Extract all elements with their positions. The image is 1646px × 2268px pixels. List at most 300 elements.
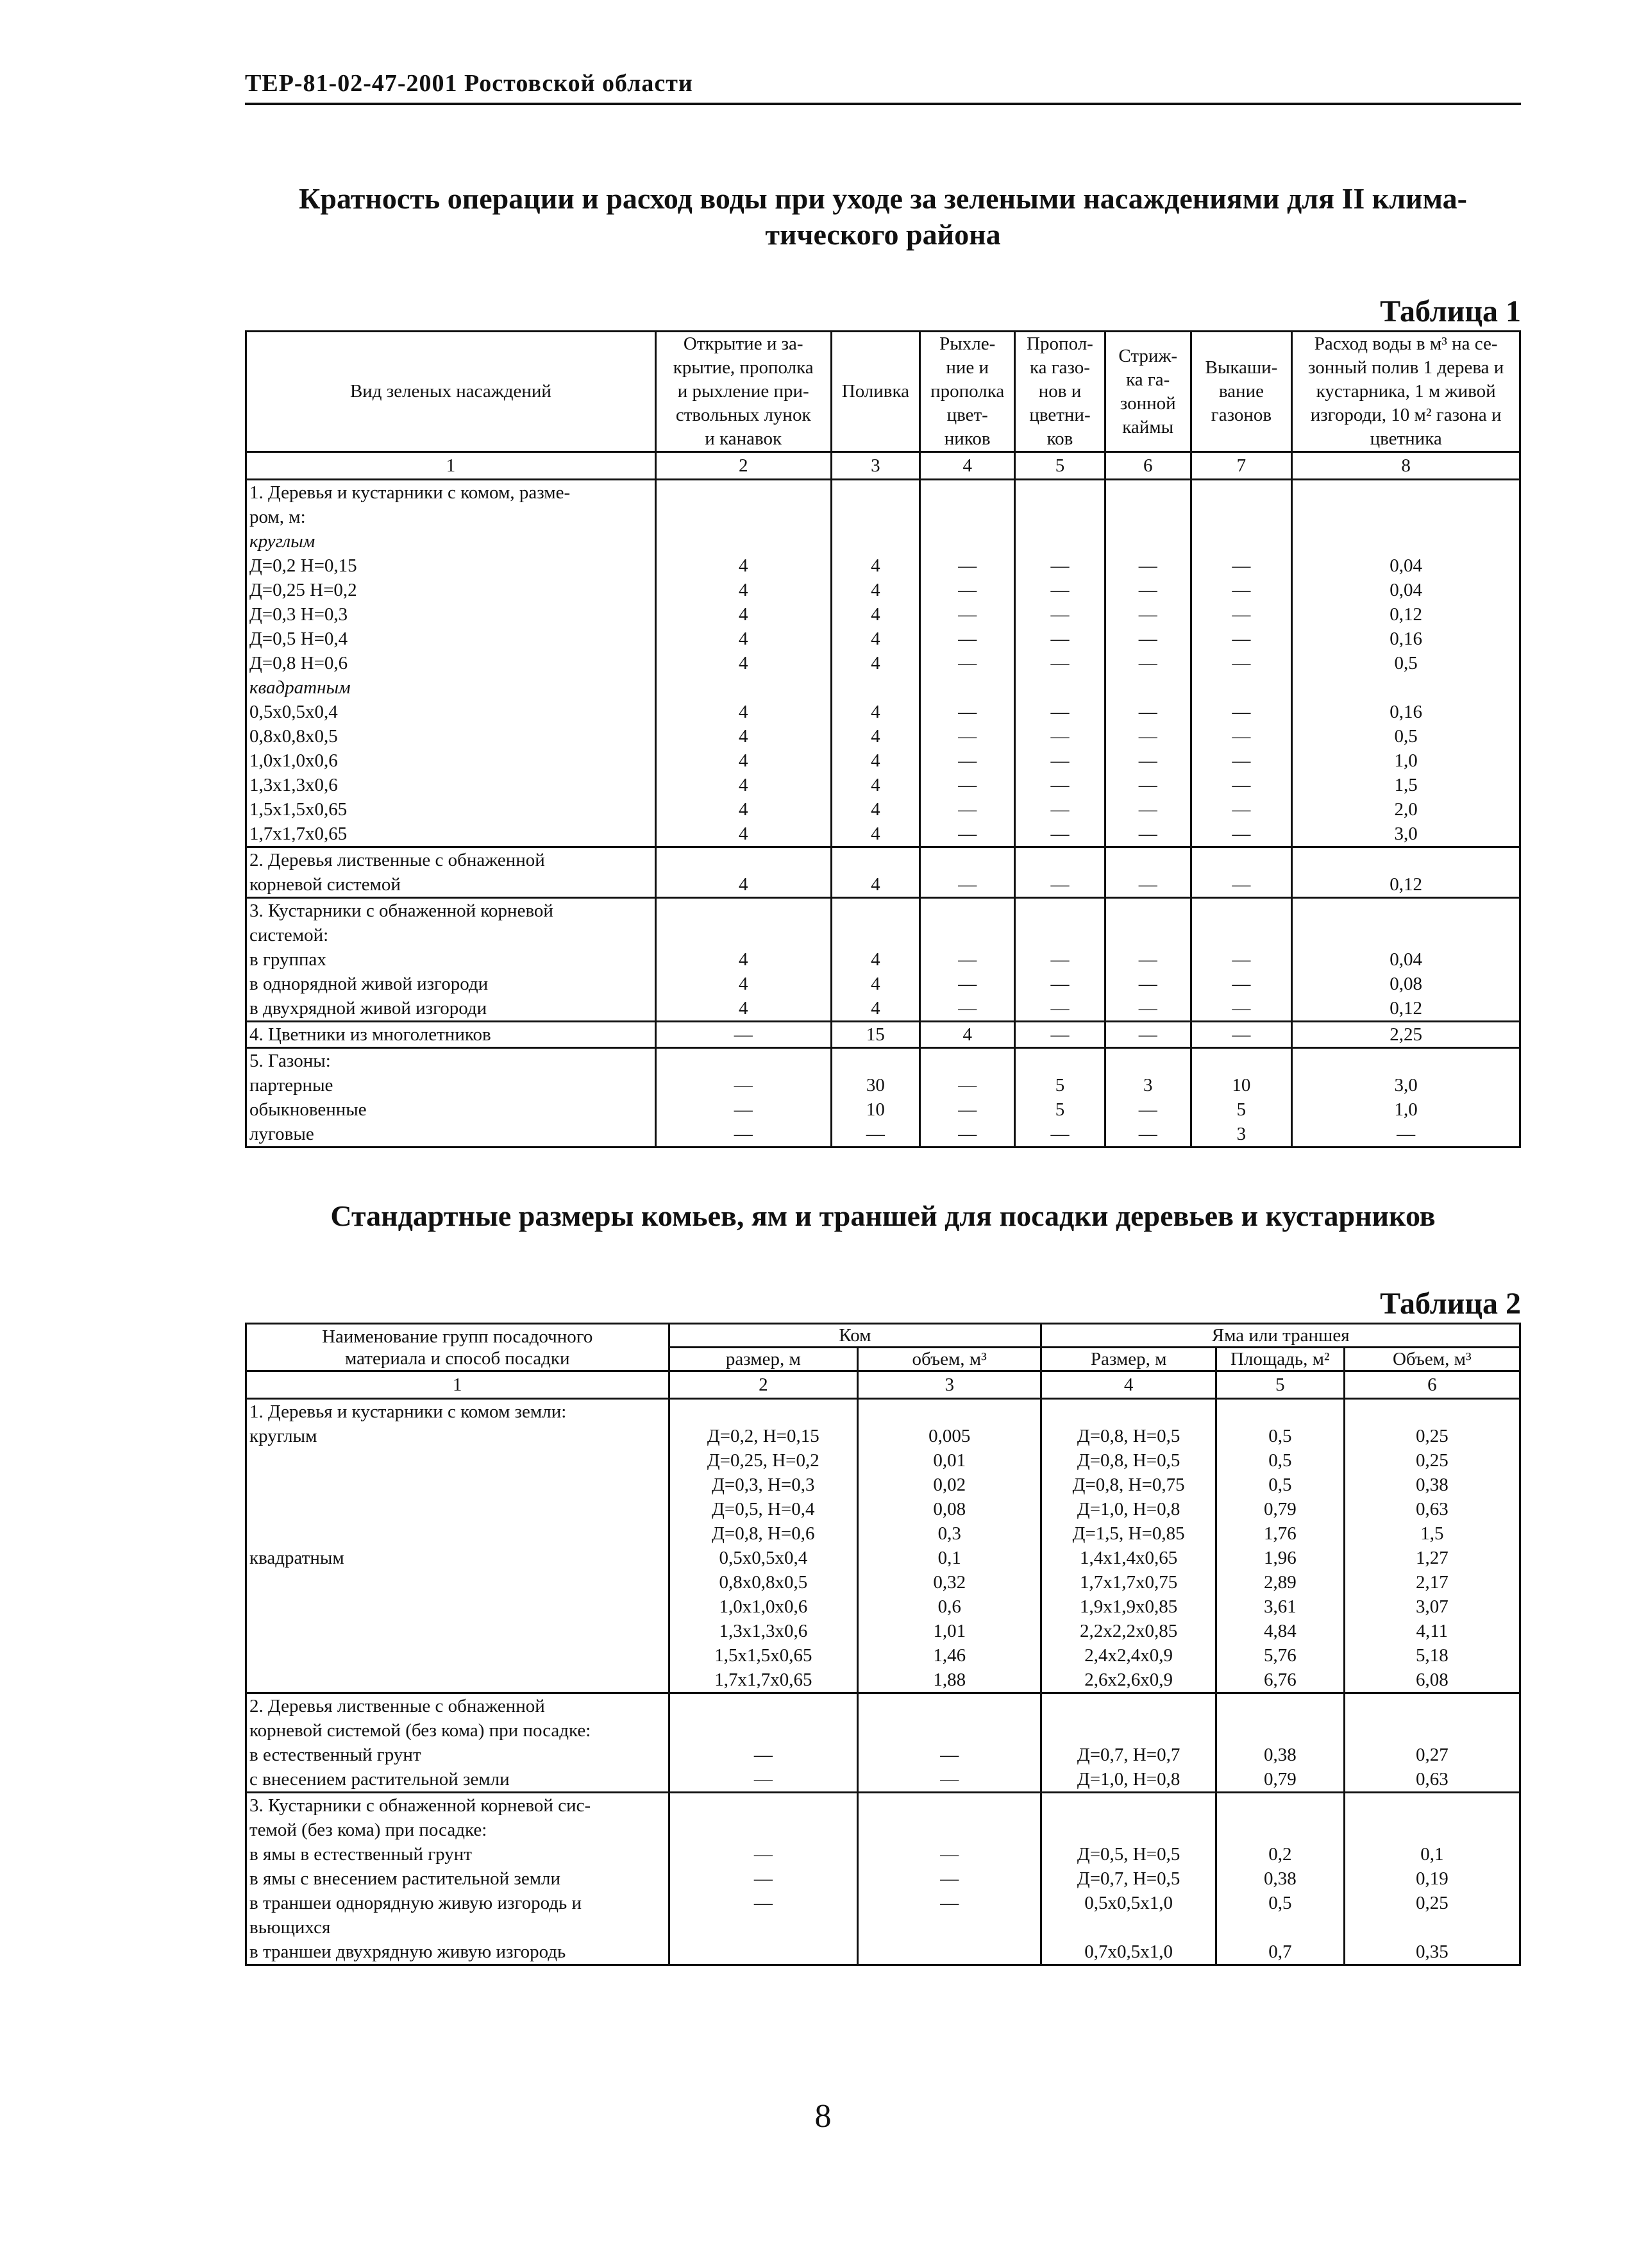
cell-line: —: [1232, 775, 1251, 795]
cell-line: [1295, 505, 1516, 529]
cell-line: 0,7: [1268, 1942, 1292, 1962]
cell-line: [659, 480, 828, 505]
table1-value-cell: [1292, 1048, 1520, 1147]
cell-line: нов и: [1038, 381, 1082, 402]
table1-value-cell: [1292, 898, 1520, 1022]
cell-line: [249, 1521, 666, 1546]
cell-line: [1045, 1793, 1213, 1818]
cell-line: [923, 848, 1011, 872]
cell-line: Д=0,8, Н=0,5: [1077, 1450, 1180, 1471]
cell-line: —: [753, 1745, 773, 1765]
table1-group-row: [246, 847, 1520, 898]
cell-line: квадратным: [249, 1548, 344, 1568]
cell-line: —: [1232, 555, 1251, 576]
cell-line: [1195, 505, 1289, 529]
cell-line: ков: [1046, 428, 1073, 449]
cell-line: [659, 1049, 828, 1073]
cell-line: [1109, 899, 1188, 923]
cell-line: —: [1050, 974, 1070, 994]
cell-line: 1,0x1,0x0,6: [719, 1596, 808, 1617]
cell-line: —: [1138, 604, 1157, 625]
table1-group-row: [246, 1048, 1520, 1147]
cell-line: 0,35: [1415, 1942, 1449, 1962]
table1-group-name: [246, 1048, 656, 1147]
cell-line: 1,7x1,7x0,75: [1080, 1572, 1178, 1593]
table2-group-row: [246, 1399, 1520, 1693]
cell-line: —: [958, 629, 977, 649]
table2-value-cell: [1216, 1693, 1344, 1793]
table2-value-cell: [1216, 1793, 1344, 1965]
table1-value-cell: [1015, 847, 1105, 898]
cell-line: [673, 1793, 855, 1818]
cell-line: 0,2: [1268, 1844, 1292, 1865]
cell-line: Д=0,8, Н=0,5: [1077, 1426, 1180, 1446]
cell-line: [1195, 480, 1289, 505]
cell-line: 3,0: [1394, 1075, 1418, 1096]
table1-value-cell: [1105, 1022, 1191, 1048]
cell-line: 4. Цветники из многолетников: [249, 1024, 491, 1045]
table1-value-cell: [1105, 847, 1191, 898]
cell-line: в ямы в естественный грунт: [249, 1844, 472, 1865]
table2-group-name: [246, 1693, 669, 1793]
cell-line: 0,12: [1390, 874, 1423, 895]
cell-line: [1295, 848, 1516, 872]
cell-line: —: [1050, 775, 1070, 795]
cell-line: 10: [866, 1099, 885, 1120]
cell-line: 3. Кустарники с обнаженной корневой: [249, 901, 553, 921]
cell-line: [1295, 899, 1516, 923]
cell-line: в группах: [249, 949, 326, 970]
cell-line: 1,01: [933, 1621, 966, 1641]
cell-line: [673, 1718, 855, 1743]
cell-line: —: [1050, 824, 1070, 844]
cell-line: [249, 1595, 666, 1619]
table2-subheader-col-2: размер, м: [669, 1348, 858, 1371]
cell-line: [1348, 1818, 1516, 1842]
cell-line: —: [1232, 998, 1251, 1019]
table1-value-cell: [655, 480, 831, 847]
cell-line: 0,12: [1390, 998, 1423, 1019]
cell-line: 3,07: [1415, 1596, 1449, 1617]
cell-line: —: [1138, 1124, 1157, 1144]
cell-line: —: [1050, 555, 1070, 576]
cell-line: —: [1050, 949, 1070, 970]
cell-line: 4: [871, 604, 880, 625]
cell-line: системой:: [249, 925, 329, 945]
cell-line: [1045, 1400, 1213, 1424]
cell-line: —: [1138, 1024, 1157, 1045]
table1-value-cell: [920, 1022, 1015, 1048]
cell-line: —: [1232, 653, 1251, 673]
cell-line: 5. Газоны:: [249, 1051, 331, 1071]
cell-line: 4: [871, 702, 880, 722]
cell-line: [1195, 848, 1289, 872]
cell-line: —: [958, 799, 977, 820]
cell-line: Д=0,2 Н=0,15: [249, 555, 357, 576]
cell-line: [923, 1049, 1011, 1073]
cell-line: 4: [738, 998, 748, 1019]
cell-line: —: [940, 1893, 959, 1913]
cell-line: 0,63: [1415, 1769, 1449, 1790]
cell-line: 0,79: [1263, 1769, 1297, 1790]
cell-line: [1018, 923, 1102, 947]
cell-line: [1348, 1793, 1516, 1818]
table1-group-row: [246, 898, 1520, 1022]
table2-value-cell: [1344, 1793, 1520, 1965]
cell-line: 30: [866, 1075, 885, 1096]
cell-line: 4: [871, 555, 880, 576]
cell-line: Д=0,2, Н=0,15: [707, 1426, 819, 1446]
cell-line: 2,2x2,2x0,85: [1080, 1621, 1178, 1641]
cell-line: Д=0,25 Н=0,2: [249, 580, 357, 600]
cell-line: —: [1138, 949, 1157, 970]
cell-line: 0,08: [1390, 974, 1423, 994]
cell-line: 0,25: [1415, 1893, 1449, 1913]
cell-line: —: [1138, 775, 1157, 795]
cell-line: [861, 1793, 1037, 1818]
cell-line: изгороди, 10 м² газона и: [1310, 405, 1502, 425]
table2-subheader-col-3: объем, м³: [858, 1348, 1041, 1371]
table1-value-cell: [1015, 1048, 1105, 1147]
table1-value-cell: [1015, 898, 1105, 1022]
table1-value-cell: [920, 480, 1015, 847]
cell-line: —: [940, 1844, 959, 1865]
cell-line: темой (без кома) при посадке:: [249, 1820, 487, 1840]
cell-line: кустарника, 1 м живой: [1316, 381, 1496, 402]
table1-value-cell: [655, 898, 831, 1022]
page-number: 8: [814, 2098, 832, 2135]
table1-value-cell: [1292, 1022, 1520, 1048]
cell-line: —: [1138, 580, 1157, 600]
cell-line: —: [958, 874, 977, 895]
cell-line: —: [1050, 702, 1070, 722]
table2-label: Таблица 2: [1380, 1287, 1521, 1321]
cell-line: 4: [738, 604, 748, 625]
cell-line: [923, 675, 1011, 700]
cell-line: 4: [871, 750, 880, 771]
cell-line: 4: [738, 799, 748, 820]
cell-line: 4: [871, 726, 880, 747]
cell-line: [923, 505, 1011, 529]
cell-line: —: [1232, 580, 1251, 600]
document-header: ТЕР-81-02-47-2001 Ростовской области: [245, 69, 1521, 105]
cell-line: 0,19: [1415, 1868, 1449, 1889]
cell-line: круглым: [249, 531, 315, 552]
table2-header-group: Наименование групп посадочного материала и способ посадки: [246, 1324, 669, 1371]
table1-value-cell: [655, 847, 831, 898]
cell-line: [673, 1940, 855, 1964]
cell-line: 0,25: [1415, 1450, 1449, 1471]
cell-line: ром, м:: [249, 507, 306, 527]
table2-col-number: 2: [669, 1371, 858, 1399]
cell-line: [861, 1718, 1037, 1743]
table2-value-cell: [669, 1399, 858, 1693]
cell-line: —: [1050, 653, 1070, 673]
table1-value-cell: [655, 1048, 831, 1147]
table1-header-row: [246, 332, 1520, 452]
cell-line: [1220, 1818, 1341, 1842]
cell-line: [249, 1473, 666, 1497]
cell-line: —: [958, 949, 977, 970]
cell-line: 4: [738, 949, 748, 970]
cell-line: крытие, прополка: [673, 357, 814, 378]
table2-value-cell: [1041, 1399, 1216, 1693]
cell-line: —: [1138, 555, 1157, 576]
cell-line: Д=0,3, Н=0,3: [712, 1475, 815, 1495]
table2-group-name: [246, 1399, 669, 1693]
table2-col-number: 6: [1344, 1371, 1520, 1399]
cell-line: 4,11: [1416, 1621, 1449, 1641]
cell-line: 1,96: [1263, 1548, 1297, 1568]
cell-line: [835, 505, 917, 529]
cell-line: [249, 1643, 666, 1668]
cell-line: Д=0,8 Н=0,6: [249, 653, 348, 673]
cell-line: [835, 848, 917, 872]
cell-line: [1045, 1915, 1213, 1940]
cell-line: 3: [1236, 1124, 1247, 1144]
cell-line: —: [1050, 629, 1070, 649]
cell-line: 1,88: [933, 1670, 966, 1690]
table2-header-row: [246, 1324, 1520, 1348]
cell-line: 4: [738, 629, 748, 649]
table1-header-col-6: [1105, 332, 1191, 452]
cell-line: Д=0,8, Н=0,75: [1072, 1475, 1185, 1495]
cell-line: —: [940, 1868, 959, 1889]
cell-line: [861, 1400, 1037, 1424]
cell-line: —: [1050, 1124, 1070, 1144]
table2-group-row: [246, 1693, 1520, 1793]
cell-line: корневой системой: [249, 874, 401, 895]
cell-line: Расход воды в м³ на се-: [1314, 334, 1498, 354]
cell-line: [835, 899, 917, 923]
cell-line: 4: [871, 974, 880, 994]
cell-line: [1195, 899, 1289, 923]
table2-group-row: [246, 1793, 1520, 1965]
table2-value-cell: [669, 1693, 858, 1793]
cell-line: газонов: [1211, 405, 1272, 425]
cell-line: [861, 1915, 1037, 1940]
cell-line: 0,5: [1268, 1450, 1292, 1471]
cell-line: [835, 480, 917, 505]
cell-line: —: [1050, 580, 1070, 600]
cell-line: 0,1: [937, 1548, 961, 1568]
cell-line: 4: [738, 824, 748, 844]
cell-line: Поливка: [841, 381, 910, 402]
cell-line: и рыхление при-: [677, 381, 809, 402]
cell-line: 0,27: [1415, 1745, 1449, 1765]
cell-line: [249, 1668, 666, 1692]
cell-line: 6,76: [1263, 1670, 1297, 1690]
cell-line: 0,08: [933, 1499, 966, 1519]
cell-line: ка га-: [1126, 369, 1170, 390]
cell-line: [1195, 1049, 1289, 1073]
cell-line: [861, 1694, 1037, 1718]
cell-line: Открытие и за-: [683, 334, 803, 354]
cell-line: —: [753, 1868, 773, 1889]
cell-line: —: [1138, 726, 1157, 747]
cell-line: вание: [1218, 381, 1264, 402]
cell-line: —: [1138, 750, 1157, 771]
cell-line: 1,7x1,7x0,65: [714, 1670, 812, 1690]
cell-line: [1018, 480, 1102, 505]
table1-header-col-2: [655, 332, 831, 452]
cell-line: 2,6x2,6x0,9: [1084, 1670, 1173, 1690]
cell-line: [659, 675, 828, 700]
cell-line: —: [958, 702, 977, 722]
cell-line: —: [958, 974, 977, 994]
table2-col-number: 4: [1041, 1371, 1216, 1399]
table1-value-cell: [1191, 1048, 1292, 1147]
table2-subheader-col-6: Объем, м³: [1344, 1348, 1520, 1371]
cell-line: —: [1138, 824, 1157, 844]
cell-line: [659, 923, 828, 947]
cell-line: 1. Деревья и кустарники с комом земли:: [249, 1401, 567, 1422]
cell-line: —: [1232, 604, 1251, 625]
cell-line: Д=0,25, Н=0,2: [707, 1450, 819, 1471]
cell-line: обыкновенные: [249, 1099, 367, 1120]
cell-line: [249, 1497, 666, 1521]
cell-line: цветни-: [1029, 405, 1091, 425]
cell-line: —: [1050, 1024, 1070, 1045]
cell-line: 3,61: [1263, 1596, 1297, 1617]
table2-col-number: 5: [1216, 1371, 1344, 1399]
cell-line: 2,0: [1394, 799, 1418, 820]
cell-line: —: [1397, 1124, 1416, 1144]
cell-line: Д=1,5, Н=0,85: [1072, 1523, 1185, 1544]
cell-line: Д=1,0, Н=0,8: [1077, 1769, 1180, 1790]
cell-line: —: [958, 653, 977, 673]
cell-line: —: [1050, 998, 1070, 1019]
table1-col-number: 3: [831, 452, 920, 480]
table1-value-cell: [920, 898, 1015, 1022]
table1-label: Таблица 1: [1380, 294, 1521, 328]
cell-line: [1109, 1049, 1188, 1073]
cell-line: [1018, 529, 1102, 554]
cell-line: 1,0x1,0x0,6: [249, 750, 338, 771]
table2-value-cell: [669, 1793, 858, 1965]
cell-line: [1109, 480, 1188, 505]
cell-line: [673, 1400, 855, 1424]
cell-line: [1195, 923, 1289, 947]
cell-line: 0,005: [928, 1426, 971, 1446]
table1-col-number: 7: [1191, 452, 1292, 480]
cell-line: 4: [738, 726, 748, 747]
table2: [245, 1323, 1521, 1966]
cell-line: —: [1050, 799, 1070, 820]
cell-line: —: [940, 1745, 959, 1765]
cell-line: 0,32: [933, 1572, 966, 1593]
cell-line: 1,3x1,3x0,6: [249, 775, 338, 795]
cell-line: [1220, 1400, 1341, 1424]
cell-line: 4: [738, 653, 748, 673]
cell-line: —: [958, 555, 977, 576]
cell-line: [1109, 529, 1188, 554]
cell-line: —: [1232, 949, 1251, 970]
cell-line: в естественный грунт: [249, 1745, 421, 1765]
cell-line: [1220, 1793, 1341, 1818]
cell-line: 0,5x0,5x1,0: [1084, 1893, 1173, 1913]
cell-line: [1045, 1694, 1213, 1718]
cell-line: 5: [1236, 1099, 1247, 1120]
table1-value-cell: [920, 1048, 1015, 1147]
cell-line: [1045, 1718, 1213, 1743]
table1-title: Кратность операции и расход воды при уходе за зелеными насаждениями для II клима- тического района: [299, 182, 1467, 251]
cell-line: [1295, 923, 1516, 947]
cell-line: 3. Кустарники с обнаженной корневой сис-: [249, 1795, 591, 1816]
cell-line: —: [940, 1769, 959, 1790]
table1-header-type: Вид зеленых насаждений: [246, 332, 656, 452]
cell-line: 4: [738, 974, 748, 994]
cell-line: 2. Деревья лиственные с обнаженной: [249, 850, 545, 870]
cell-line: —: [958, 580, 977, 600]
cell-line: —: [1138, 1099, 1157, 1120]
cell-line: корневой системой (без кома) при посадке:: [249, 1720, 591, 1741]
cell-line: 15: [866, 1024, 885, 1045]
cell-line: 0,8x0,8x0,5: [249, 726, 338, 747]
cell-line: —: [1232, 874, 1251, 895]
cell-line: 3,0: [1394, 824, 1418, 844]
cell-line: —: [734, 1124, 753, 1144]
cell-line: 1,76: [1263, 1523, 1297, 1544]
table1-value-cell: [1105, 1048, 1191, 1147]
cell-line: [835, 529, 917, 554]
cell-line: —: [1138, 998, 1157, 1019]
cell-line: [249, 1619, 666, 1643]
table1-value-cell: [1292, 480, 1520, 847]
cell-line: Д=0,3 Н=0,3: [249, 604, 348, 625]
cell-line: партерные: [249, 1075, 333, 1096]
cell-line: [1348, 1915, 1516, 1940]
cell-line: —: [958, 750, 977, 771]
table2-subheader-col-5: Площадь, м²: [1216, 1348, 1344, 1371]
table1-value-cell: [920, 847, 1015, 898]
cell-line: 4: [871, 949, 880, 970]
table1-group-name: [246, 898, 656, 1022]
table2-value-cell: [1344, 1693, 1520, 1793]
cell-line: [659, 505, 828, 529]
cell-line: [659, 899, 828, 923]
table2-col-number: 1: [246, 1371, 669, 1399]
cell-line: цветника: [1370, 428, 1442, 449]
table2-value-cell: [1344, 1399, 1520, 1693]
cell-line: —: [1232, 824, 1251, 844]
cell-line: —: [734, 1024, 753, 1045]
cell-line: [249, 1570, 666, 1595]
cell-line: 2,89: [1263, 1572, 1297, 1593]
cell-line: 0,5: [1394, 726, 1418, 747]
cell-line: каймы: [1122, 416, 1174, 437]
cell-line: 6,08: [1415, 1670, 1449, 1690]
cell-line: [659, 848, 828, 872]
table2-col-number: 3: [858, 1371, 1041, 1399]
cell-line: 0,79: [1263, 1499, 1297, 1519]
cell-line: 5: [1055, 1099, 1065, 1120]
cell-line: Д=1,0, Н=0,8: [1077, 1499, 1180, 1519]
cell-line: Д=0,5, Н=0,5: [1077, 1844, 1180, 1865]
cell-line: —: [1138, 653, 1157, 673]
cell-line: [1220, 1718, 1341, 1743]
cell-line: 4: [738, 555, 748, 576]
cell-line: круглым: [249, 1426, 317, 1446]
cell-line: зонной: [1120, 393, 1176, 414]
cell-line: [1018, 899, 1102, 923]
cell-line: 0,04: [1390, 949, 1423, 970]
cell-line: —: [753, 1769, 773, 1790]
cell-line: [923, 923, 1011, 947]
cell-line: 4: [738, 874, 748, 895]
cell-line: [1295, 529, 1516, 554]
cell-line: 0,16: [1390, 702, 1423, 722]
